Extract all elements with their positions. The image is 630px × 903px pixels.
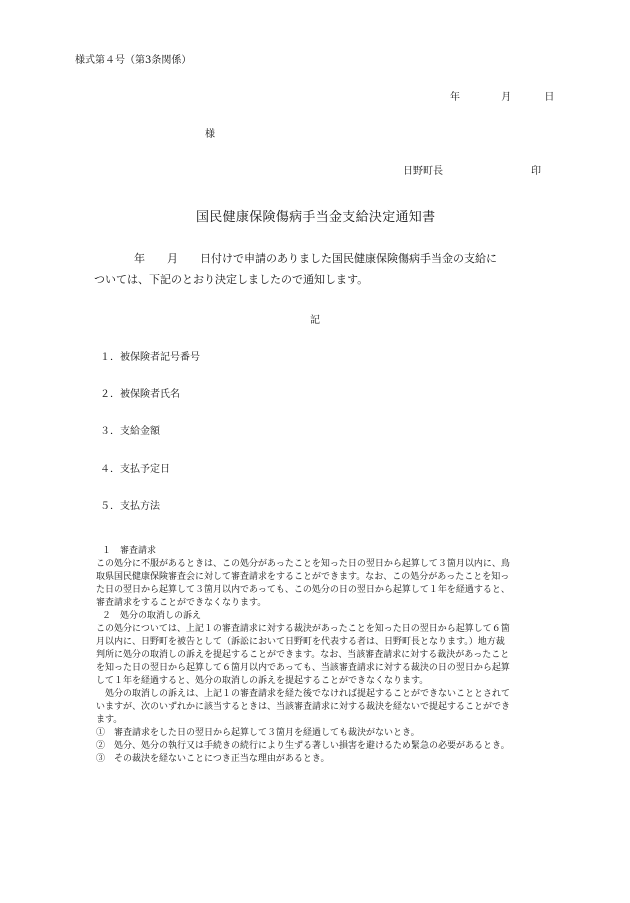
notes-line: 判所に処分の取消しの訴えを提起することができます。なお、当該審査請求に対する裁決があったこと	[96, 650, 510, 660]
date-month: 月	[501, 92, 512, 103]
notes-list-item: ② 処分、処分の執行又は手続きの続行により生ずる著しい損害を避けるため緊急の必要があるとき。	[96, 741, 510, 751]
notes-line: この処分に不服があるときは、この処分があったことを知った日の翌日から起算して３箇月以内に、鳥	[96, 559, 510, 569]
notes-line: 審査請求をすることができなくなります。	[96, 598, 267, 608]
notes-line: して１年を経過すると、処分の取消しの訴えを提起することができなくなります。	[96, 676, 429, 686]
notes-line: いますが、次のいずれかに該当するときは、当該審査請求に対する裁決を経ないで提起することができ	[96, 702, 511, 712]
addressee-suffix: 様	[205, 129, 215, 140]
ki-heading: 記	[310, 315, 320, 326]
item-payment-method: ５．支払方法	[100, 501, 160, 512]
item-payment-date: ４．支払予定日	[100, 464, 170, 475]
sender-name: 日野町長	[403, 166, 443, 177]
intro-line-1: 年 月 日付けで申請のありました国民健康保険傷病手当金の支給に	[134, 252, 497, 265]
document-title: 国民健康保険傷病手当金支給決定通知書	[196, 210, 436, 225]
date-day: 日	[544, 92, 555, 103]
notes-line: この処分については、上記１の審査請求に対する裁決があったことを知った日の翌日から起算して６箇	[96, 624, 510, 634]
notes-line: た日の翌日から起算して３箇月以内であっても、この処分の日の翌日から起算して１年を経過すると、	[96, 585, 510, 595]
notes-line: 月以内に、日野町を被告として（訴訟において日野町を代表する者は、日野町長となります。）地方裁	[96, 637, 505, 647]
notes-line: を知った日の翌日から起算して６箇月以内であっても、当該審査請求に対する裁決の日の翌日から起算	[96, 663, 510, 673]
seal-mark: 印	[531, 166, 541, 177]
notes-line: 処分の取消しの訴えは、上記１の審査請求を経た後でなければ提起することができないこととされて	[105, 689, 511, 699]
notes-line: 取県国民健康保険審査会に対して審査請求をすることができます。なお、この処分があったことを知っ	[96, 572, 510, 582]
item-insured-name: ２．被保険者氏名	[100, 389, 180, 400]
appeal-notes	[96, 545, 558, 766]
date-line	[450, 88, 554, 103]
notes-list-item: ③ その裁決を経ないことにつき正当な理由があるとき。	[96, 754, 330, 764]
notes-heading-1: １ 審査請求	[102, 546, 157, 556]
form-number: 様式第４号（第3条関係）	[75, 55, 192, 66]
notes-list-item: ① 審査請求をした日の翌日から起算して３箇月を経過しても裁決がないとき。	[96, 728, 420, 738]
notes-line: ます。	[96, 715, 123, 725]
date-year: 年	[450, 92, 460, 103]
intro-line-2: ついては、下記のとおり決定しましたので通知します。	[94, 273, 369, 286]
item-insured-number: １．被保険者記号番号	[100, 352, 200, 363]
intro-paragraph	[94, 248, 497, 290]
item-payment-amount: ３．支給金額	[100, 426, 160, 437]
notes-heading-2: ２ 処分の取消しの訴え	[102, 611, 202, 621]
